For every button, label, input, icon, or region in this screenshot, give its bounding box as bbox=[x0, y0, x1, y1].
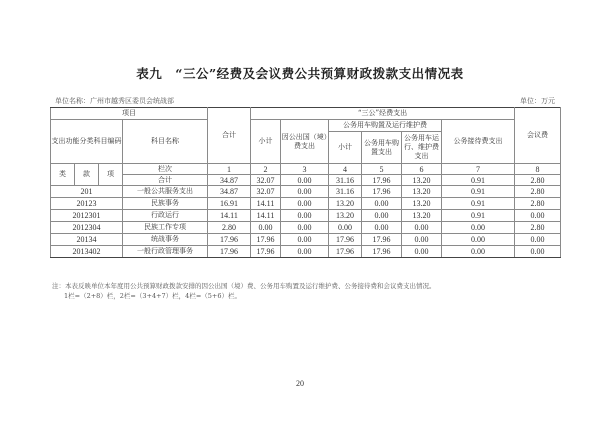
func-code: 2012304 bbox=[51, 222, 123, 234]
column-number: 2 bbox=[251, 164, 281, 175]
cell-value: 0.00 bbox=[362, 198, 402, 210]
header-meeting: 会议费 bbox=[515, 108, 561, 164]
table-title: 表九 “三公”经费及会议费公共预算财政拨款支出情况表 bbox=[136, 66, 464, 81]
cell-value: 0.00 bbox=[329, 222, 362, 234]
header-vehicle-purchase: 公务用车购置支出 bbox=[362, 132, 402, 164]
cell-value: 14.11 bbox=[208, 210, 251, 222]
cell-value: 17.96 bbox=[362, 246, 402, 258]
header-xiang: 项 bbox=[99, 164, 123, 186]
page-number: 20 bbox=[296, 379, 304, 388]
cell-value: 0.00 bbox=[281, 210, 329, 222]
cell-value: 0.00 bbox=[251, 222, 281, 234]
cell-value: 34.87 bbox=[208, 175, 251, 186]
header-total: 合计 bbox=[208, 108, 251, 164]
cell-value: 17.96 bbox=[362, 175, 402, 186]
subject-name: 统战事务 bbox=[123, 234, 208, 246]
cell-value: 13.20 bbox=[329, 198, 362, 210]
column-number: 6 bbox=[402, 164, 442, 175]
cell-value: 0.00 bbox=[281, 222, 329, 234]
table-row-total bbox=[51, 175, 561, 186]
cell-value: 17.96 bbox=[208, 234, 251, 246]
cell-value: 17.96 bbox=[362, 186, 402, 198]
footnote-line-2: 1栏=（2+8）栏，2栏=（3+4+7）栏，4栏=（5+6）栏。 bbox=[64, 292, 241, 300]
cell-value: 0.91 bbox=[442, 198, 515, 210]
header-vehicle: 公务用车购置及运行维护费 bbox=[329, 120, 442, 132]
header-reception: 公务接待费支出 bbox=[442, 120, 515, 164]
subject-name: 合计 bbox=[123, 175, 208, 186]
cell-value: 0.00 bbox=[442, 246, 515, 258]
column-number: 4 bbox=[329, 164, 362, 175]
cell-value: 2.80 bbox=[515, 186, 561, 198]
cell-value: 0.00 bbox=[281, 198, 329, 210]
column-number: 1 bbox=[208, 164, 251, 175]
table-row bbox=[51, 222, 561, 234]
header-column-label: 栏次 bbox=[123, 164, 208, 175]
func-code: 20134 bbox=[51, 234, 123, 246]
cell-value: 0.00 bbox=[362, 222, 402, 234]
cell-value: 13.20 bbox=[402, 210, 442, 222]
cell-value: 17.96 bbox=[208, 246, 251, 258]
cell-value: 0.00 bbox=[515, 210, 561, 222]
header-subject-name: 科目名称 bbox=[123, 120, 208, 164]
cell-value: 0.00 bbox=[281, 186, 329, 198]
subject-name: 民族事务 bbox=[123, 198, 208, 210]
cell-value: 32.07 bbox=[251, 186, 281, 198]
cell-value: 0.00 bbox=[402, 222, 442, 234]
cell-value: 0.00 bbox=[515, 246, 561, 258]
cell-value: 0.00 bbox=[281, 175, 329, 186]
cell-value: 0.00 bbox=[515, 234, 561, 246]
subject-name: 一般公共服务支出 bbox=[123, 186, 208, 198]
column-number: 3 bbox=[281, 164, 329, 175]
cell-value: 13.20 bbox=[402, 198, 442, 210]
cell-value: 17.96 bbox=[251, 234, 281, 246]
unit-name: 单位名称：广州市越秀区委员会统战部 bbox=[55, 97, 174, 105]
cell-value: 17.96 bbox=[329, 234, 362, 246]
cell-value: 13.20 bbox=[329, 210, 362, 222]
cell-value: 0.00 bbox=[402, 246, 442, 258]
cell-value: 13.20 bbox=[402, 175, 442, 186]
cell-value: 14.11 bbox=[251, 198, 281, 210]
header-vehicle-subtotal: 小计 bbox=[329, 132, 362, 164]
table-row bbox=[51, 198, 561, 210]
currency-unit: 单位：万元 bbox=[520, 97, 555, 105]
func-code: 2013402 bbox=[51, 246, 123, 258]
table-row bbox=[51, 186, 561, 198]
cell-value: 13.20 bbox=[402, 186, 442, 198]
column-number: 5 bbox=[362, 164, 402, 175]
header-kuan: 款 bbox=[75, 164, 99, 186]
header-abroad: 因公出国（境）费支出 bbox=[281, 120, 329, 164]
cell-value: 14.11 bbox=[251, 210, 281, 222]
cell-value: 0.00 bbox=[442, 222, 515, 234]
cell-value: 17.96 bbox=[329, 246, 362, 258]
table-row bbox=[51, 210, 561, 222]
cell-value: 32.07 bbox=[251, 175, 281, 186]
cell-value: 2.80 bbox=[515, 198, 561, 210]
header-func-code: 支出功能分类科目编码 bbox=[51, 120, 123, 164]
header-project: 项目 bbox=[51, 108, 208, 120]
column-number: 8 bbox=[515, 164, 561, 175]
expenditure-table bbox=[50, 107, 561, 258]
cell-value: 0.91 bbox=[442, 210, 515, 222]
subject-name: 一般行政管理事务 bbox=[123, 246, 208, 258]
table-row bbox=[51, 246, 561, 258]
cell-value: 17.96 bbox=[251, 246, 281, 258]
cell-value: 34.87 bbox=[208, 186, 251, 198]
cell-value: 16.91 bbox=[208, 198, 251, 210]
column-number: 7 bbox=[442, 164, 515, 175]
cell-value: 0.00 bbox=[362, 210, 402, 222]
cell-value: 2.80 bbox=[208, 222, 251, 234]
table-row bbox=[51, 234, 561, 246]
cell-value: 31.16 bbox=[329, 186, 362, 198]
cell-value: 0.91 bbox=[442, 175, 515, 186]
header-lei: 类 bbox=[51, 164, 75, 186]
subject-name: 行政运行 bbox=[123, 210, 208, 222]
cell-value: 2.80 bbox=[515, 175, 561, 186]
footnote bbox=[52, 281, 572, 301]
cell-value: 2.80 bbox=[515, 222, 561, 234]
cell-value: 31.16 bbox=[329, 175, 362, 186]
cell-value: 0.00 bbox=[442, 234, 515, 246]
cell-value: 0.00 bbox=[281, 246, 329, 258]
func-code: 20123 bbox=[51, 198, 123, 210]
func-code: 2012301 bbox=[51, 210, 123, 222]
cell-value: 0.00 bbox=[281, 234, 329, 246]
func-code: 201 bbox=[51, 186, 123, 198]
header-vehicle-operation: 公务用车运行、维护费支出 bbox=[402, 132, 442, 164]
footnote-line-1: 注：本表反映单位本年度用公共预算财政拨款安排的因公出国（境）费、公务用车购置及运行维护费、公务接待费和会议费支出情况。 bbox=[52, 282, 436, 290]
subject-name: 民族工作专项 bbox=[123, 222, 208, 234]
cell-value: 17.96 bbox=[362, 234, 402, 246]
cell-value: 0.00 bbox=[402, 234, 442, 246]
header-subtotal: 小计 bbox=[251, 120, 281, 164]
cell-value: 0.91 bbox=[442, 186, 515, 198]
header-sangong: “三公”经费支出 bbox=[251, 108, 515, 120]
